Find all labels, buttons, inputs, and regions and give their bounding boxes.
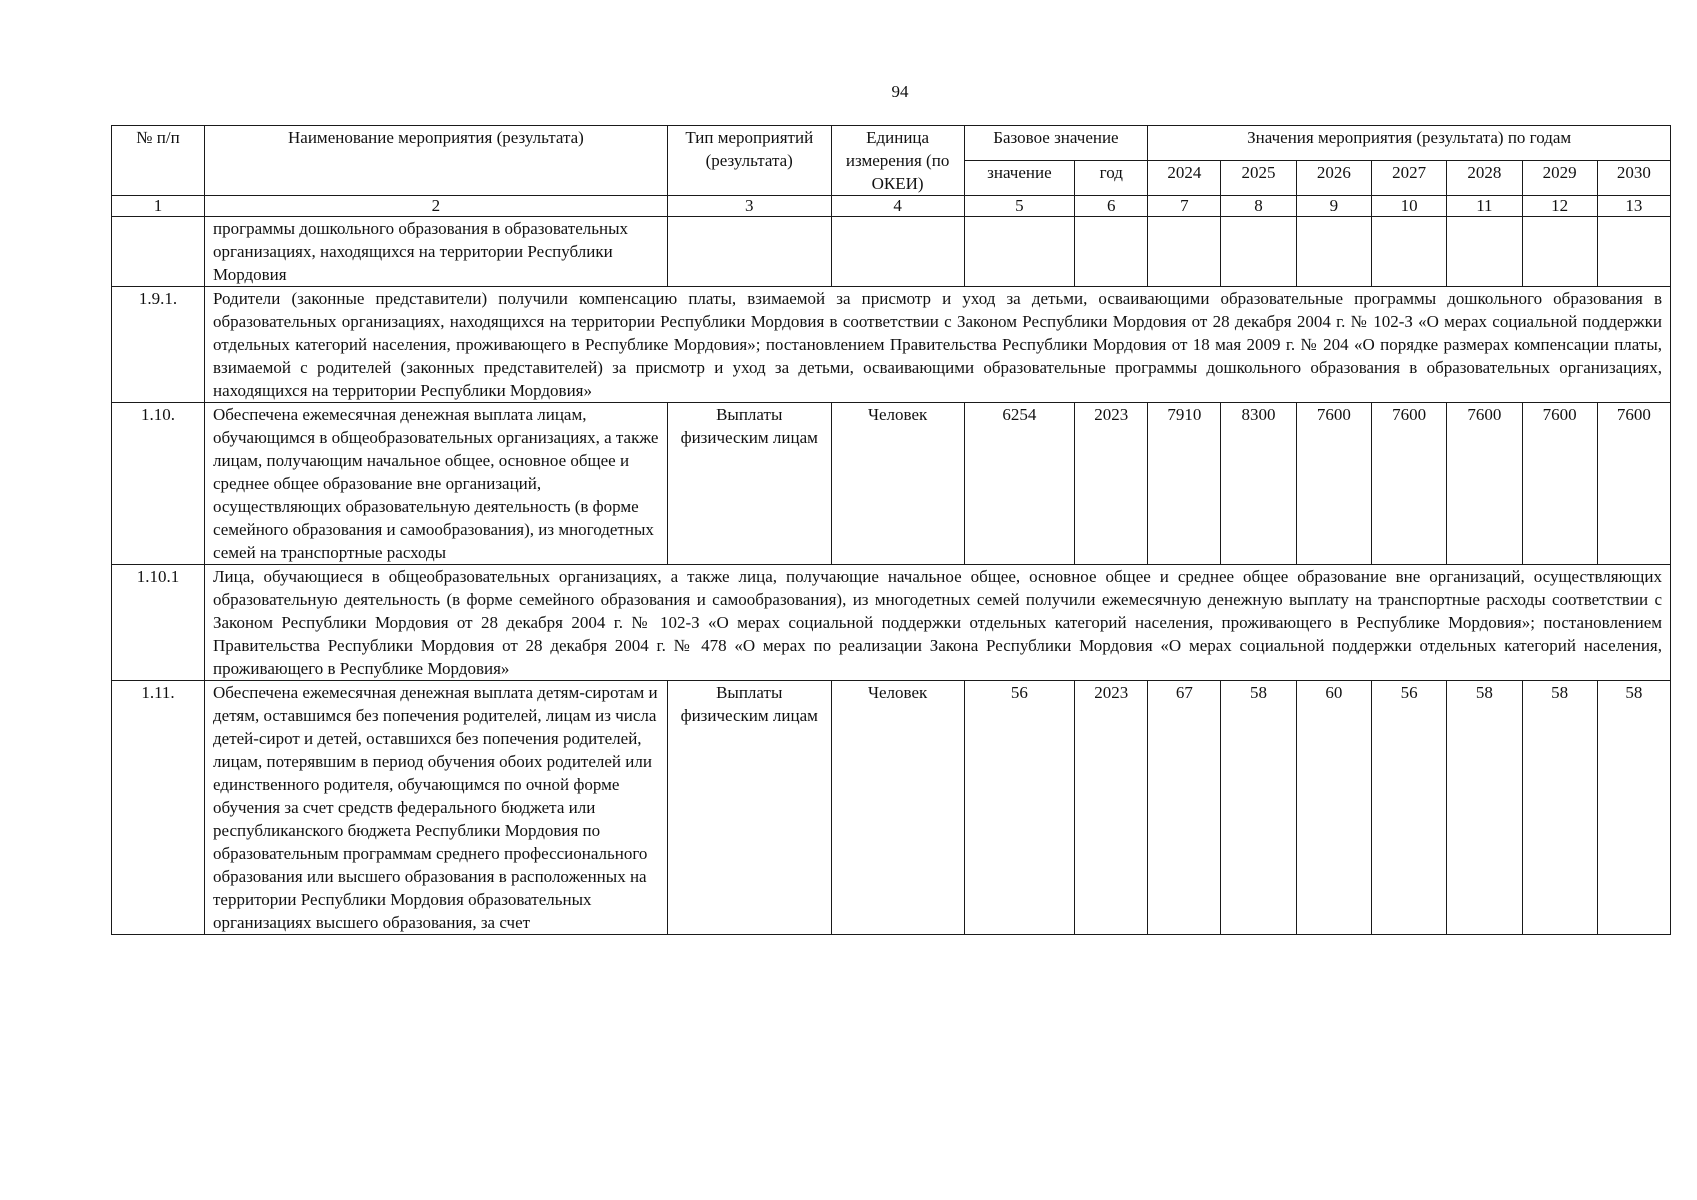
column-index: 4 (831, 196, 964, 217)
row-year-value: 56 (1371, 681, 1446, 935)
header-year: 2027 (1371, 161, 1446, 196)
row-year-value: 58 (1221, 681, 1296, 935)
row-base-year: 2023 (1075, 681, 1148, 935)
row-year-value: 7600 (1447, 403, 1522, 565)
row-num: 1.10.1 (112, 565, 205, 681)
row-unit (831, 217, 964, 287)
header-base-year: год (1075, 161, 1148, 196)
column-index: 10 (1371, 196, 1446, 217)
row-base-value: 56 (964, 681, 1075, 935)
row-num: 1.9.1. (112, 287, 205, 403)
row-description: Родители (законные представители) получили компенсацию платы, взимаемой за присмотр и уход за детьми, осваивающими образовательные программы дошкольного образования в образовательных организациях, находящихся на территории Республики Мордовия в соответствии с Законом Республики Мордовия от 28 декабря 2004 г. № 102-З «О мерах социальной поддержки отдельных категорий населения, проживающего в Республике Мордовия»; постановлением Правительства Республики Мордовия от 18 мая 2009 г. № 204 «О порядке размерах компенсации платы, взимаемой с родителей (законных представителей) за присмотр и уход за детьми, осваивающими образовательные программы дошкольного образования в образовательных организациях, находящихся на территории Республики Мордовия» (205, 287, 1671, 403)
table-row (112, 287, 1671, 403)
row-year-value: 7600 (1522, 403, 1597, 565)
row-year-value: 58 (1522, 681, 1597, 935)
row-year-value: 67 (1148, 681, 1221, 935)
row-year-value: 7910 (1148, 403, 1221, 565)
row-type: Выплаты физическим лицам (667, 403, 831, 565)
row-base-year: 2023 (1075, 403, 1148, 565)
header-years-title: Значения мероприятия (результата) по годам (1148, 126, 1671, 161)
row-year-value: 8300 (1221, 403, 1296, 565)
column-index-row (112, 196, 1671, 217)
row-unit: Человек (831, 403, 964, 565)
column-index: 1 (112, 196, 205, 217)
header-name: Наименование мероприятия (результата) (205, 126, 668, 196)
column-index: 11 (1447, 196, 1522, 217)
row-name: программы дошкольного образования в образовательных организациях, находящихся на территории Республики Мордовия (205, 217, 668, 287)
indicators-table (111, 125, 1671, 935)
header-year: 2025 (1221, 161, 1296, 196)
header-unit: Единица измерения (по ОКЕИ) (831, 126, 964, 196)
column-index: 6 (1075, 196, 1148, 217)
row-year-value (1296, 217, 1371, 287)
row-name: Обеспечена ежемесячная денежная выплата лицам, обучающимся в общеобразовательных организациях, а также лицам, получающим начальное общее, основное общее и среднее общее образование вне организаций, осуществляющих образовательную деятельность (в форме семейного образования и самообразования), из многодетных семей на транспортные расходы (205, 403, 668, 565)
header-year: 2028 (1447, 161, 1522, 196)
row-type: Выплаты физическим лицам (667, 681, 831, 935)
row-name: Обеспечена ежемесячная денежная выплата детям-сиротам и детям, оставшимся без попечения родителей, лицам из числа детей-сирот и детей, оставшихся без попечения родителей, лицам, потерявшим в период обучения обоих родителей или единственного родителя, обучающимся по очной форме обучения за счет средств федерального бюджета или республиканского бюджета Республики Мордовия по образовательным программам среднего профессионального образования или высшего образования в расположенных на территории Республики Мордовия образовательных организациях высшего образования, за счет (205, 681, 668, 935)
row-year-value: 60 (1296, 681, 1371, 935)
column-index: 8 (1221, 196, 1296, 217)
header-base-value: значение (964, 161, 1075, 196)
header-num: № п/п (112, 126, 205, 196)
row-base-value: 6254 (964, 403, 1075, 565)
column-index: 9 (1296, 196, 1371, 217)
row-year-value: 7600 (1597, 403, 1670, 565)
table-row (112, 565, 1671, 681)
row-year-value (1148, 217, 1221, 287)
row-year-value: 58 (1597, 681, 1670, 935)
column-index: 7 (1148, 196, 1221, 217)
row-year-value (1597, 217, 1670, 287)
header-type: Тип мероприятий (результата) (667, 126, 831, 196)
row-unit: Человек (831, 681, 964, 935)
row-num: 1.11. (112, 681, 205, 935)
row-description: Лица, обучающиеся в общеобразовательных организациях, а также лица, получающие начальное общее, основное общее и среднее общее образование вне организаций, осуществляющих образовательную деятельность (в форме семейного образования и самообразования), из многодетных семей получили ежемесячную денежную выплату на транспортные расходы соответствии с Законом Республики Мордовия от 28 декабря 2004 г. № 102-З «О мерах социальной поддержки отдельных категорий населения, проживающего в Республике Мордовия»; постановлением Правительства Республики Мордовия от 28 декабря 2004 г. № 478 «О мерах по реализации Закона Республики Мордовия «О мерах социальной поддержки отдельных категорий населения, проживающего в Республике Мордовия» (205, 565, 1671, 681)
column-index: 12 (1522, 196, 1597, 217)
header-year: 2026 (1296, 161, 1371, 196)
header-base: Базовое значение (964, 126, 1148, 161)
row-year-value (1447, 217, 1522, 287)
row-year-value (1522, 217, 1597, 287)
column-index: 3 (667, 196, 831, 217)
column-index: 2 (205, 196, 668, 217)
row-base-year (1075, 217, 1148, 287)
column-index: 5 (964, 196, 1075, 217)
row-type (667, 217, 831, 287)
row-num: 1.10. (112, 403, 205, 565)
header-year: 2024 (1148, 161, 1221, 196)
row-year-value: 7600 (1371, 403, 1446, 565)
row-year-value: 58 (1447, 681, 1522, 935)
row-base-value (964, 217, 1075, 287)
row-year-value: 7600 (1296, 403, 1371, 565)
table-row (112, 217, 1671, 287)
row-num (112, 217, 205, 287)
header-year: 2030 (1597, 161, 1670, 196)
table-row (112, 403, 1671, 565)
header-row-1 (112, 126, 1671, 161)
table-row (112, 681, 1671, 935)
page-number: 94 (891, 82, 909, 101)
header-year: 2029 (1522, 161, 1597, 196)
row-year-value (1221, 217, 1296, 287)
column-index: 13 (1597, 196, 1670, 217)
row-year-value (1371, 217, 1446, 287)
